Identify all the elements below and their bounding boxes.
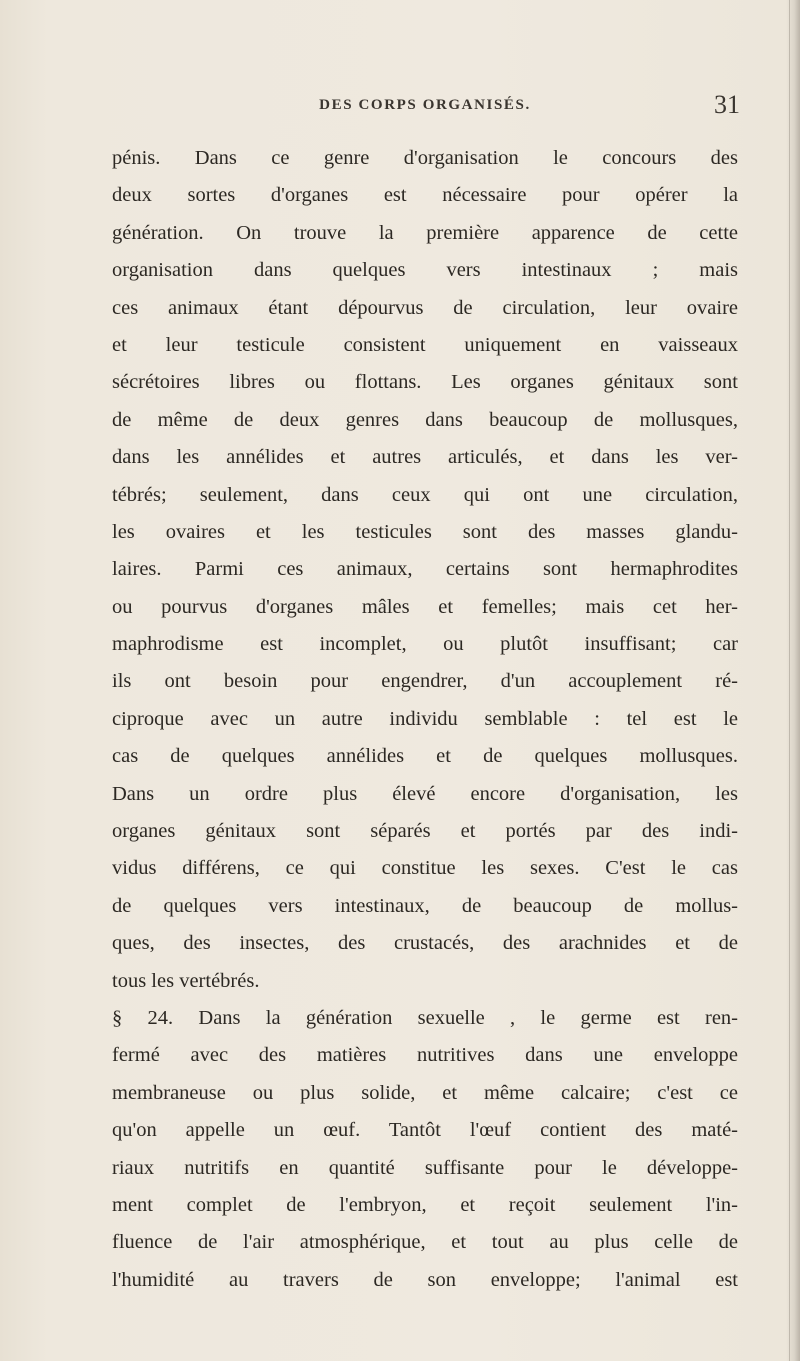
text-line: riaux nutritifs en quantité suffisante pour le développe- — [112, 1156, 738, 1179]
text-line: ou pourvus d'organes mâles et femelles; mais cet her- — [112, 595, 738, 618]
text-line: dans les annélides et autres articulés, et dans les ver- — [112, 446, 738, 469]
text-line: fluence de l'air atmosphérique, et tout au plus celle de — [112, 1231, 738, 1254]
text-line: laires. Parmi ces animaux, certains sont hermaphrodites — [112, 558, 738, 581]
text-line: Dans un ordre plus élevé encore d'organisation, les — [112, 782, 738, 805]
text-line: ces animaux étant dépourvus de circulation, leur ovaire — [112, 296, 738, 319]
text-line: de quelques vers intestinaux, de beaucoup de mollus- — [112, 894, 738, 917]
text-line: génération. On trouve la première apparence de cette — [112, 221, 738, 244]
text-line: ciproque avec un autre individu semblable : tel est le — [112, 707, 738, 730]
text-line: sécrétoires libres ou flottans. Les organes génitaux sont — [112, 371, 738, 394]
text-line: membraneuse ou plus solide, et même calcaire; c'est ce — [112, 1081, 738, 1104]
text-line: organisation dans quelques vers intestinaux ; mais — [112, 259, 738, 282]
text-line: ques, des insectes, des crustacés, des arachnides et de — [112, 932, 738, 955]
body-text — [112, 140, 738, 1299]
text-line: organes génitaux sont séparés et portés par des indi- — [112, 820, 738, 843]
text-line: qu'on appelle un œuf. Tantôt l'œuf contient des maté- — [112, 1119, 738, 1142]
text-line: ment complet de l'embryon, et reçoit seulement l'in- — [112, 1193, 738, 1216]
text-line: maphrodisme est incomplet, ou plutôt insuffisant; car — [112, 633, 738, 656]
text-line: et leur testicule consistent uniquement en vaisseaux — [112, 333, 738, 356]
page-number: 31 — [714, 90, 740, 119]
running-head: DES CORPS ORGANISÉS. — [319, 97, 531, 113]
text-line: de même de deux genres dans beaucoup de mollusques, — [112, 408, 738, 431]
text-line: cas de quelques annélides et de quelques mollusques. — [112, 745, 738, 768]
text-line: fermé avec des matières nutritives dans une enveloppe — [112, 1044, 738, 1067]
page-edge-line — [789, 0, 790, 1361]
text-line: l'humidité au travers de son enveloppe; l'animal est — [112, 1268, 738, 1291]
text-line: tous les vertébrés. — [112, 969, 260, 992]
text-line: § 24. Dans la génération sexuelle , le germe est ren- — [112, 1006, 738, 1029]
text-line: les ovaires et les testicules sont des masses glandu- — [112, 520, 738, 543]
text-line: ils ont besoin pour engendrer, d'un accouplement ré- — [112, 670, 738, 693]
page-header — [110, 90, 740, 123]
text-line: tébrés; seulement, dans ceux qui ont une circulation, — [112, 483, 738, 506]
text-line: deux sortes d'organes est nécessaire pour opérer la — [112, 184, 738, 207]
text-line: pénis. Dans ce genre d'organisation le concours des — [112, 147, 738, 169]
text-line: vidus différens, ce qui constitue les sexes. C'est le cas — [112, 857, 738, 880]
